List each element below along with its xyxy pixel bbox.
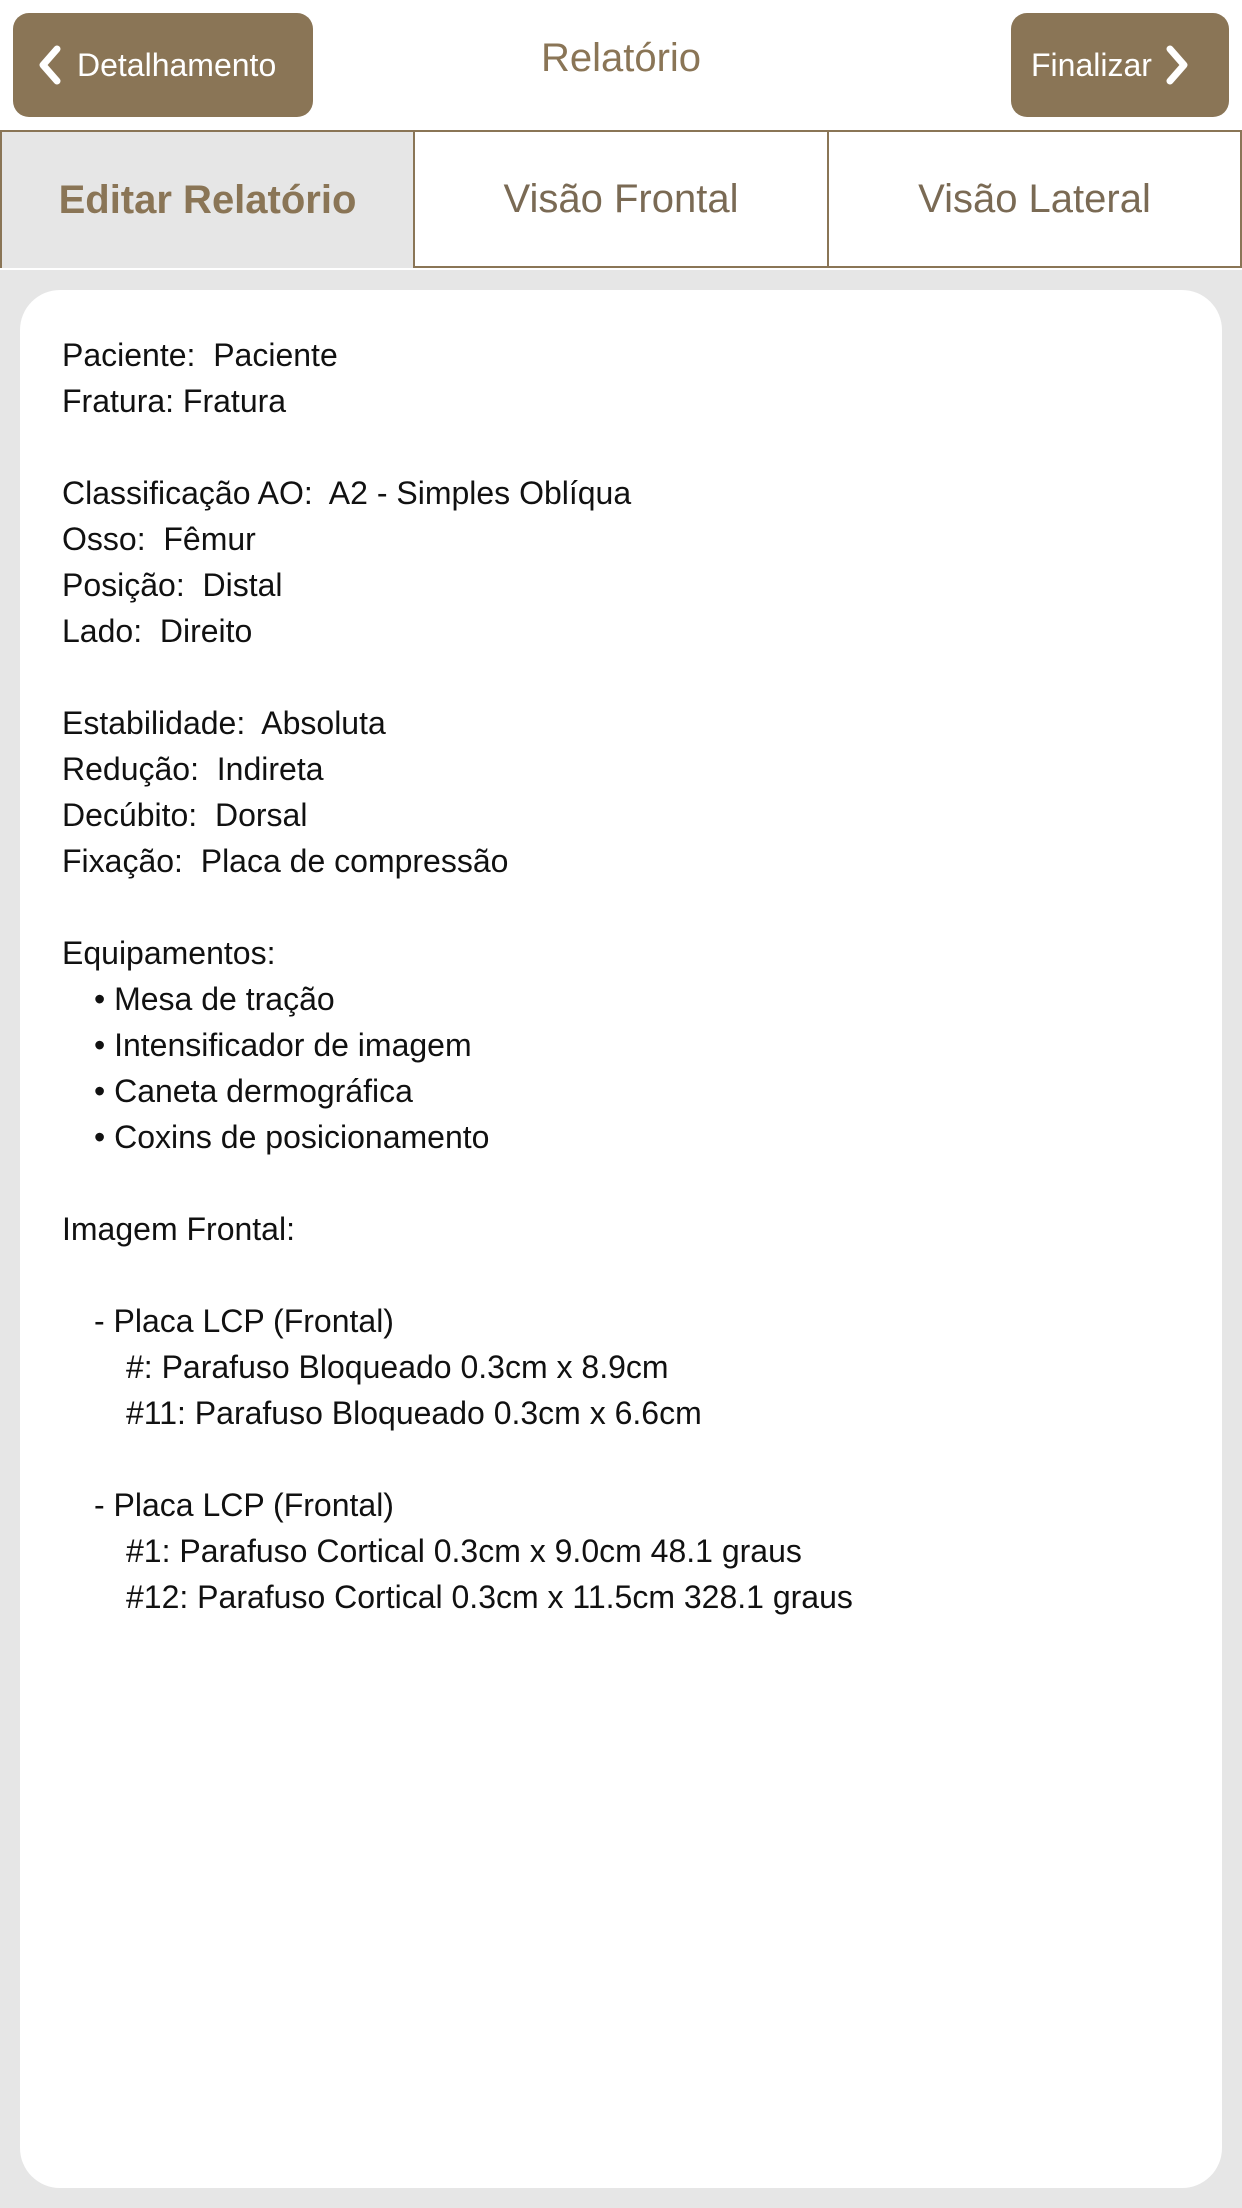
screw-line: #1: Parafuso Cortical 0.3cm x 9.0cm 48.1 graus	[126, 1533, 802, 1569]
report-imagem-frontal-title: Imagem Frontal:	[62, 1211, 295, 1247]
report-lado: Lado: Direito	[62, 613, 253, 649]
finish-button-label: Finalizar	[1031, 46, 1152, 83]
screw-line: #11: Parafuso Bloqueado 0.3cm x 6.6cm	[126, 1395, 702, 1431]
report-card	[20, 290, 1222, 2188]
list-item: • Intensificador de imagem	[94, 1027, 472, 1063]
finish-button[interactable]	[1011, 13, 1229, 117]
report-reducao: Redução: Indireta	[62, 751, 324, 787]
back-button[interactable]	[13, 13, 313, 117]
report-posicao: Posição: Distal	[62, 567, 283, 603]
report-fixacao: Fixação: Placa de compressão	[62, 843, 509, 879]
report-equipamentos-title: Equipamentos:	[62, 935, 276, 971]
screw-line: #: Parafuso Bloqueado 0.3cm x 8.9cm	[126, 1349, 669, 1385]
report-estabilidade: Estabilidade: Absoluta	[62, 705, 386, 741]
plate-title: - Placa LCP (Frontal)	[94, 1487, 394, 1523]
report-classificacao: Classificação AO: A2 - Simples Oblíqua	[62, 475, 632, 511]
report-paciente: Paciente: Paciente	[62, 337, 338, 373]
tab-visao-lateral[interactable]: Visão Lateral	[827, 130, 1242, 268]
plate-title: - Placa LCP (Frontal)	[94, 1303, 394, 1339]
report-decubito: Decúbito: Dorsal	[62, 797, 308, 833]
back-button-label: Detalhamento	[77, 46, 277, 83]
report-fratura: Fratura: Fratura	[62, 383, 287, 419]
tab-visao-frontal[interactable]: Visão Frontal	[413, 130, 829, 268]
report-text[interactable]	[62, 332, 1182, 1620]
tab-editar-relatorio[interactable]: Editar Relatório	[0, 130, 415, 268]
screw-line: #12: Parafuso Cortical 0.3cm x 11.5cm 328.1 graus	[126, 1579, 853, 1615]
list-item: • Coxins de posicionamento	[94, 1119, 490, 1155]
tab-bar	[0, 130, 1242, 270]
list-item: • Caneta dermográfica	[94, 1073, 413, 1109]
list-item: • Mesa de tração	[94, 981, 335, 1017]
report-osso: Osso: Fêmur	[62, 521, 256, 557]
chevron-left-icon	[37, 45, 61, 85]
chevron-right-icon	[1166, 45, 1190, 85]
top-bar	[0, 0, 1242, 132]
page-title: Relatório	[540, 36, 702, 80]
